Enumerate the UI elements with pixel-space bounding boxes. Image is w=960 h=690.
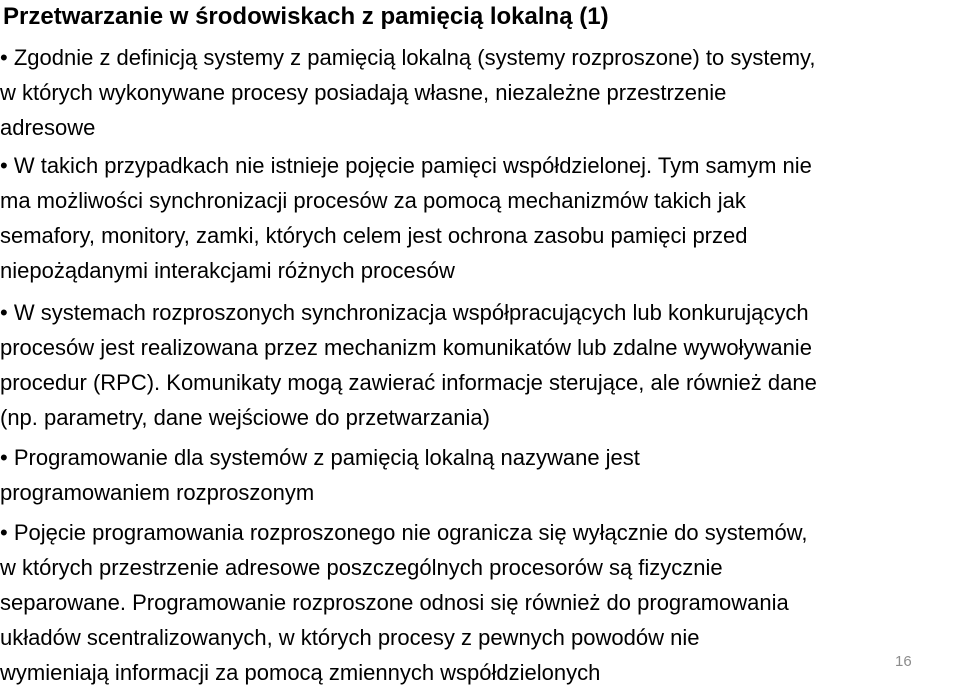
bullet-marker: • — [0, 520, 8, 545]
bullet-marker: • — [0, 300, 8, 325]
bullet-text: W takich przypadkach nie istnieje pojęcie pamięci współdzielonej. Tym samym nie — [13, 153, 812, 178]
bullet-item — [0, 440, 958, 510]
bullet-line: procesów jest realizowana przez mechanizm komunikatów lub zdalne wywoływanie — [0, 335, 812, 360]
bullet-line — [0, 515, 958, 550]
page-number: 16 — [895, 653, 912, 670]
bullet-line: separowane. Programowanie rozproszone odnosi się również do programowania — [0, 590, 789, 615]
bullet-line: w których wykonywane procesy posiadają własne, niezależne przestrzenie — [0, 80, 727, 105]
bullet-line: układów scentralizowanych, w których procesy z pewnych powodów nie — [0, 625, 700, 650]
bullet-item — [0, 515, 958, 690]
bullet-item — [0, 40, 958, 145]
bullet-line: adresowe — [0, 115, 96, 140]
bullet-line: procedur (RPC). Komunikaty mogą zawierać informacje sterujące, ale również dane — [0, 370, 817, 395]
bullet-line: programowaniem rozproszonym — [0, 480, 315, 505]
bullet-text: Programowanie dla systemów z pamięcią lokalną nazywane jest — [13, 445, 640, 470]
bullet-line — [0, 40, 958, 75]
bullet-item — [0, 295, 958, 435]
bullet-line: wymieniają informacji za pomocą zmiennych współdzielonych — [0, 660, 601, 685]
bullet-text: Pojęcie programowania rozproszonego nie ogranicza się wyłącznie do systemów, — [13, 520, 808, 545]
bullet-line: (np. parametry, dane wejściowe do przetwarzania) — [0, 405, 490, 430]
bullet-item — [0, 148, 958, 288]
bullet-line: niepożądanymi interakcjami różnych procesów — [0, 258, 455, 283]
bullet-marker: • — [0, 445, 8, 470]
bullet-line — [0, 148, 958, 183]
bullet-line: semafory, monitory, zamki, których celem jest ochrona zasobu pamięci przed — [0, 223, 748, 248]
bullet-marker: • — [0, 153, 8, 178]
bullet-line: w których przestrzenie adresowe poszczególnych procesorów są fizycznie — [0, 555, 723, 580]
bullet-line: ma możliwości synchronizacji procesów za pomocą mechanizmów takich jak — [0, 188, 746, 213]
bullet-text: Zgodnie z definicją systemy z pamięcią lokalną (systemy rozproszone) to systemy, — [13, 45, 816, 70]
bullet-marker: • — [0, 45, 8, 70]
bullet-line — [0, 295, 958, 330]
slide-title: Przetwarzanie w środowiskach z pamięcią lokalną (1) — [3, 3, 609, 30]
bullet-line — [0, 440, 958, 475]
bullet-text: W systemach rozproszonych synchronizacja współpracujących lub konkurujących — [13, 300, 809, 325]
